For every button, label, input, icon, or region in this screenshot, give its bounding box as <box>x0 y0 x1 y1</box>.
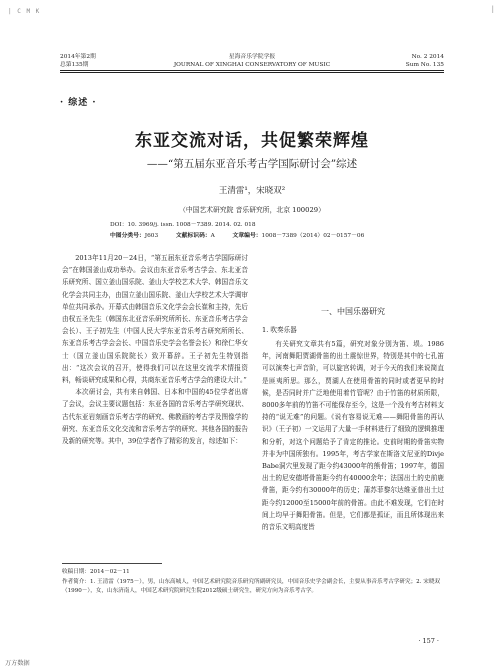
article-authors: 王清雷¹，宋晓双² <box>218 186 286 196</box>
article-title: 东亚交流对话，共促繁荣辉煌 <box>135 131 369 151</box>
header-rule-thick <box>60 70 444 71</box>
header-journal-en: JOURNAL OF XINGHAI CONSERVATORY OF MUSIC <box>173 62 331 68</box>
header-sum: Sum No. 135 <box>405 62 444 68</box>
header-rule-thin <box>60 72 444 73</box>
doi-line: DOI：10. 3969/j. issn. 1008－7389. 2014. 02. 018 <box>110 222 256 228</box>
section-heading: 一、中国乐器研究 <box>321 307 385 316</box>
doc-code-value: A <box>210 233 215 239</box>
header-right <box>406 53 444 69</box>
article-no-value: 1008－7389（2014）02－0157－06 <box>261 233 365 239</box>
corner-mark-left: | C M K <box>8 8 41 15</box>
paragraph: 有关研究文章共有5篇，研究对象分别为笛、埙。1986年，河南舞阳贾湖骨笛的出土震惊世界，特别是其中的七孔笛可以演奏七声音阶，可以旋宫转调，对于今天的我们来说简直是匪夷所思。那么，贾湖人在使用骨笛的同时或者更早的时候，是否同时并广泛地使用着竹管呢？由于竹笛的材质所限，8000多年前的竹笛不可能保存至今，这是一个没有考古材料支持的“说无难”的问题。《说有容易说无难——舞阳骨笛的再认识》（王子初）一文运用了大量一手材料进行了细致的逻辑推理和分析，对这个问题给予了肯定的推论。史前时期的骨笛实物并非为中国所独有。1995年，考古学家在斯洛文尼亚的Divje Babe洞穴里发现了距今约43000年的熊骨笛；1997年，德国出土的尼安德塔骨笛距今约有40000余年；法国出土的史前鹿骨笛，距今约有30000年的历史；蒲苏菲黎尔达维亚普出土过距今约12000至15000年前的骨笛。由此不难发现，它们在时间上均早于舞阳骨笛。但是，它们都是孤证，而且所体现出来的音乐文明高度皆 <box>262 340 444 532</box>
article-no-label: 文章编号： <box>232 233 262 239</box>
subsection-heading: 1. 吹奏乐器 <box>262 326 297 334</box>
header-number: No. 2 2014 <box>411 54 444 60</box>
watermark-text: 万方数据 <box>5 660 30 667</box>
corner-mark-right: | <box>491 5 494 13</box>
footnote-received: 收稿日期：2014－02－11 <box>62 569 130 575</box>
clc-value: J603 <box>144 233 159 239</box>
right-column <box>262 338 444 533</box>
article-affiliation: （中国艺术研究院 音乐研究所，北京 100029） <box>179 206 325 214</box>
header-journal-cn: 星海音乐学院学报 <box>228 54 276 60</box>
page-number: · 157 · <box>418 637 439 645</box>
clc-label: 中图分类号： <box>110 233 145 239</box>
paragraph: 2013年11月20－24日，“第五届东亚音乐考古学国际研讨会”在韩国釜山成功举办。会议由东亚音乐考古学会、东北亚音乐研究所、国立釜山国乐院、釜山大学校艺术大学、韩国音乐文化学会共同主办，由国立釜山国乐院、釜山大学校艺术大学调审单位共同承办。开幕式由韩国音乐文化学会会长崔和主持，先后由权五圣先生（韩国东北亚音乐研究所所长、东亚音乐考古学会会长）、王子初先生（中国人民大学东亚音乐考古研究所所长、东亚音乐考古学会会长、中国音乐史学会名誉会长）和徐仁华女士（国立釜山国乐院院长）致开幕辞。王子初先生特别指出：“这次会议的召开，使得我们可以在这里交流学术情报资料，畅谈研究成果和心得，共商东亚音乐考古学会的建设大计。” <box>62 254 248 385</box>
article-subtitle: ——“第五届东亚音乐考古学国际研讨会”综述 <box>146 158 358 170</box>
footnotes <box>62 568 444 597</box>
left-column <box>62 252 248 447</box>
footnote-rule <box>62 563 162 564</box>
footnote-authors: 作者简介：1. 王清雷（1975－），男，山东高城人，中国艺术研究院音乐研究所副研究员，中国音乐史学会副会长，主要从事音乐考古学研究；2. 宋晓双（1990－），女，山东济南人，中国艺术研究院研究生院2012级硕士研究生，研究方向为音乐考古学。 <box>62 578 441 594</box>
column-tag: · 综述 · <box>60 98 97 108</box>
classification-line <box>110 232 364 241</box>
paragraph: 本次研讨会，共有来自韩国、日本和中国的45位学者出席了会议，会议主要议题包括：东亚各国的音乐考古学研究现状、古代东亚岩刻画音乐考古学的研究、佛教画的考古学及图像学的研究、东亚音乐文化交流和音乐考古学的研究、其他各国的报告及新的研究等。其中，39位学者作了精彩的发言，综述如下： <box>62 388 248 446</box>
header-total: 总第135期 <box>60 62 89 68</box>
doc-code-label: 文献标识码： <box>175 233 211 239</box>
header-issue: 2014年第2期 <box>60 54 96 60</box>
